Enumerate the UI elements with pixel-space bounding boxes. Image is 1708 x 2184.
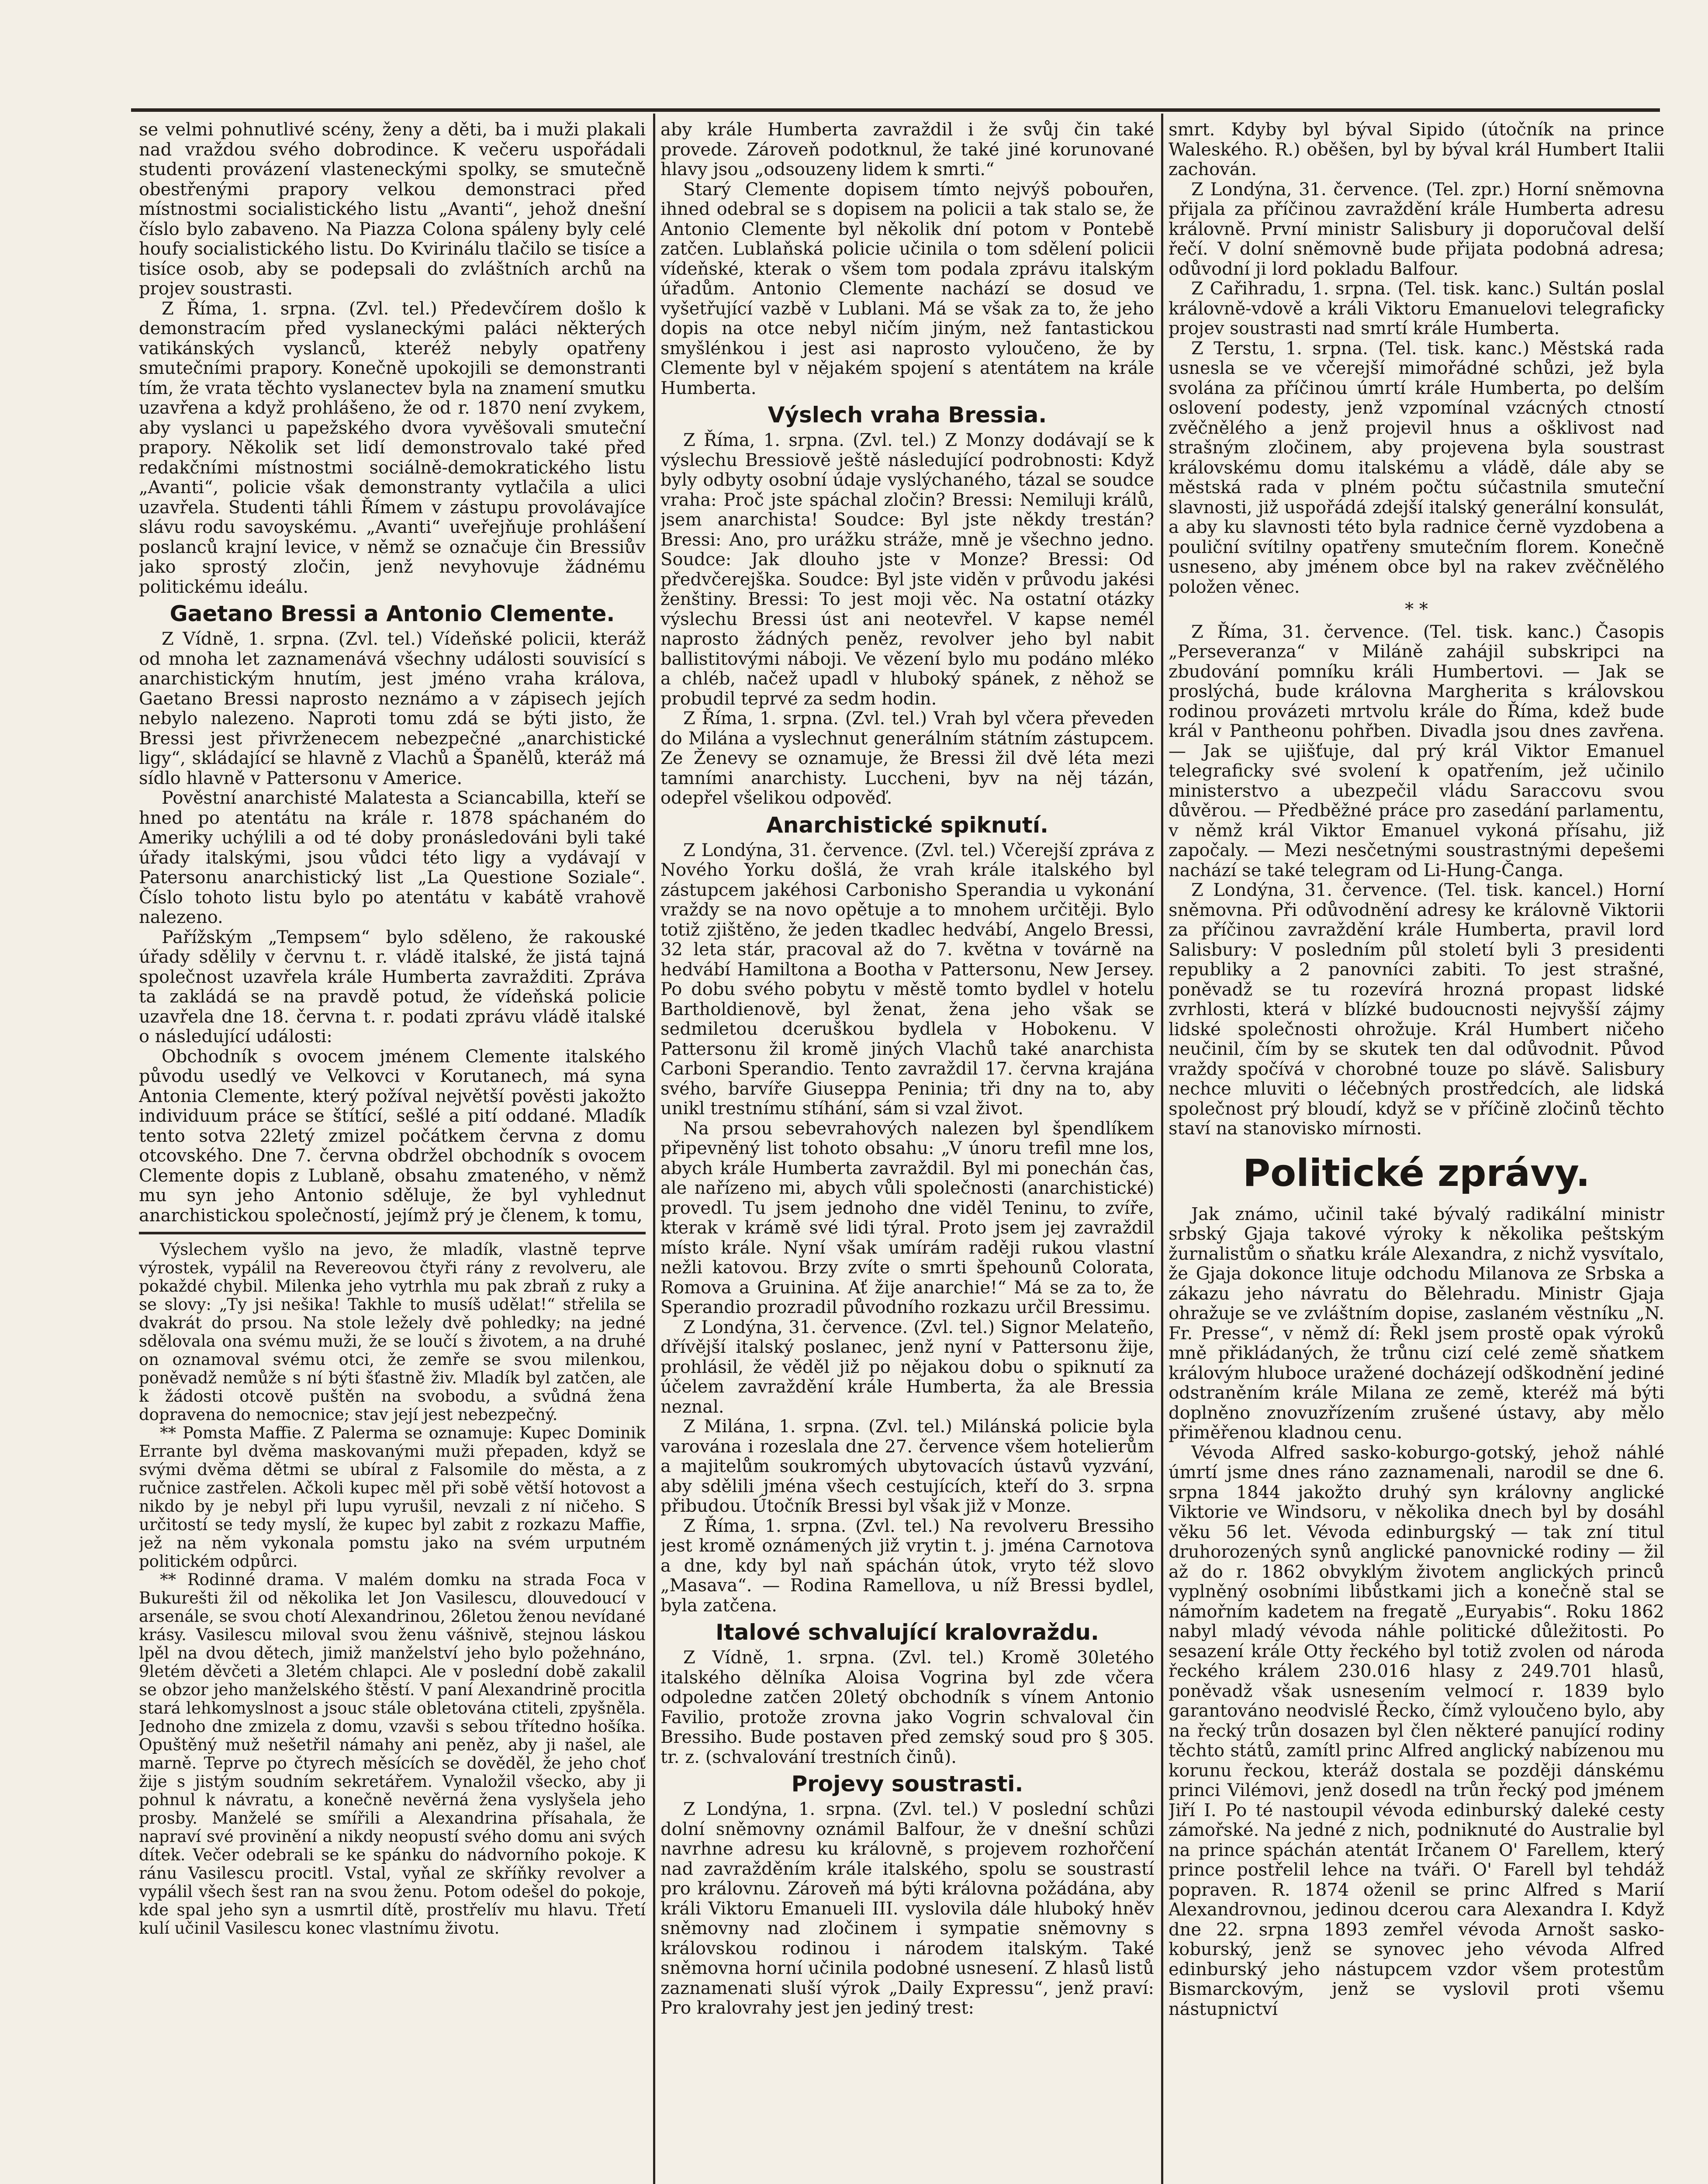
article-paragraph: se velmi pohnutlivé scény, ženy a děti, ba i muži plakali nad vraždou svého dobrodince. K večeru uspořádali studenti provázení vlasteneckými spolky, se smutečně obestřenými prapory velkou demonstraci před místnostmi socialistického listu „Avanti“, jehož dnešní číslo bylo zabaveno. Na Piazza Colona spáleny byly celé houfy socialistického listu. Do Kvirinálu tlačilo se tisíce a tisíce osob, aby se podepsali do zvláštních archů na projev soustrasti. <box>139 120 646 299</box>
article-paragraph: Z Londýna, 31. července. (Zvl. tel.) Signor Melateño, dřívější italský poslanec, jenž nyní v Pattersonu žije, prohlásil, že věděl již po nějakou dobu o spiknutí za účelem zavraždění krále Humberta, ža ale Bressia neznal. <box>660 1317 1154 1417</box>
article-heading: Výslech vraha Bressia. <box>768 402 1047 428</box>
article-paragraph: Z Londýna, 1. srpna. (Zvl. tel.) V poslední schůzi dolní sněmovny oznámil Balfour, že v dnešní schůzi navrhne adresu ku královně, s projevem rozhořčení nad zavražděním krále italského, spolu se soustrastí pro královnu. Zároveň má býti královna požádána, aby králi Viktoru Emanueli III. vyslovila dále hluboký hněv sněmovny nad zločinem i sympatie sněmovny s královskou rodinou i národem italským. Také sněmovna horní učinila podobné usnesení. Z hlasů listů zaznamenati sluší výrok „Daily Expressu“, jenž praví: Pro kralovrahy jest jen jediný trest: <box>660 1799 1154 2018</box>
article-paragraph: Výslechem vyšlo na jevo, že mladík, vlastně teprve výrostek, vypálil na Revereovou čtyři rány z revolveru, ale pokaždé chybil. Milenka jeho vytrhla mu pak zbraň z ruky a se slovy: „Ty jsi nešika! Takhle to musíš udělat!“ střelila se dvakrát do prsou. Na stole ležely dvě pohledky; na jedné sdělovala ona svému muži, že se loučí s životem, a na druhé on oznamoval svému otci, že zemře se svou milenkou, poněvadž nemůže s ní býti šťastně živ. Mladík byl zatčen, ale k žádosti otcově puštěn na svobodu, a svůdná žena dopravena do nemocnice; stav její jest nebezpečný. <box>139 1240 646 1424</box>
article-paragraph: Z Říma, 1. srpna. (Zvl. tel.) Na revolveru Bressiho jest kromě oznámených již vrytin t. j. jména Carnotova a dne, kdy byl naň spáchán útok, vryto též slovo „Masava“. — Rodina Ramellova, u níž Bressi bydlel, byla zatčena. <box>660 1516 1154 1616</box>
article-paragraph: Z Říma, 1. srpna. (Zvl. tel.) Vrah byl včera převeden do Milána a vyslechnut generálním státním zástupcem. Ze Ženevy se oznamuje, že Bressi žil dvě léta mezi tamními anarchisty. Luccheni, byv na něj tázán, odepřel všelikou odpověď. <box>660 708 1154 808</box>
article-heading: Projevy soustrasti. <box>791 1771 1023 1797</box>
article-paragraph: Z Říma, 1. srpna. (Zvl. tel.) Z Monzy dodávají se k výslechu Bressiově ještě následující podrobnosti: Když byly odbyty osobní údaje vyslýchaného, tázal se soudce vraha: Proč jste spáchal zločin? Bressi: Nemiluji králů, jsem anarchista! Soudce: Byl jste někdy trestán? Bressi: Ano, pro urážku stráže, mně je všechno jedno. Soudce: Jak dlouho jste v Monze? Bressi: Od předvčerejška. Soudce: Byl jste viděn v průvodu jakési ženštiny. Bressi: To jest moji věc. Na ostatní otázky výslechu Bressi úst ani neotevřel. V kapse nemél naprosto žádných peněz, revolver jeho byl nabit ballistitovými náboji. Ve vězení bylo mu podáno mléko a chléb, načež upadl v hluboký spánek, z něhož se probudil teprvé za sedm hodin. <box>660 430 1154 709</box>
column-1 <box>139 120 646 2184</box>
column-rule-2 <box>1161 114 1163 2184</box>
article-paragraph: Pařížským „Tempsem“ bylo sděleno, že rakouské úřady sdělily v červnu t. r. vládě italské, že jistá tajná společnost uzavřela krále Humberta zavražditi. Zpráva ta zakládá se na pravdě potud, že vídeňská policie uzavřela dne 18. června t. r. podati zprávu vládě italské o následující události: <box>139 927 646 1047</box>
article-paragraph: smrt. Kdyby byl býval Sipido (útočník na prince Waleského. R.) oběšen, byl by býval král Humbert Italii zachován. <box>1169 120 1664 180</box>
article-paragraph: Z Vídně, 1. srpna. (Zvl. tel.) Kromě 30letého italského dělníka Aloisa Vogrina byl zde včera odpoledne zatčen 20letý obchodník s vínem Antonio Favilio, protože zrovna jako Vogrin schvaloval čin Bressiho. Bude postaven před zemský soud pro § 305. tr. z. (schvalování trestních činů). <box>660 1648 1154 1767</box>
article-paragraph: Z Milána, 1. srpna. (Zvl. tel.) Milánská policie byla varována i rozeslala dne 27. července všem hotelierům a majitelům soukromých ubytovacích ústavů vyzvání, aby sdělili jména všech cestujících, kteří do 3. srpna přibudou. Útočník Bressi byl však již v Monze. <box>660 1417 1154 1516</box>
article-paragraph: Z Vídně, 1. srpna. (Zvl. tel.) Vídeňské policii, kteráž od mnoha let zaznamenává všechny události souvisící s anarchistickým hnutím, jest jméno vraha králova, Gaetano Bressi naprosto neznámo a v zápisech jejích nebylo nalezeno. Naproti tomu zdá se býti jisto, že Bressi jest přivrženecem nebezpečné „anarchistické ligy“, skládající se hlavně z Vlachů a Španělů, kteráž má sídlo hlavně v Pattersonu v Americe. <box>139 629 646 788</box>
article-paragraph: Z Říma, 1. srpna. (Zvl. tel.) Předevčírem došlo k demonstracím před vyslaneckými paláci některých vatikánských vyslanců, kteréž nebyly opatřeny smutečními prapory. Konečně upokojili se demonstranti tím, že vrata těchto vyslanectev byla na znamení smutku uzavřena a když prohlášeno, že od r. 1870 není zvykem, aby vyslanci u papežského dvora vyvěšovali smuteční prapory. Několik set lidí demonstrovalo také před redakčními místnostmi sociálně-demokratického listu „Avanti“, policie však demonstranty vytlačila a ulici uzavřela. Studenti táhli Římem v zástupu provolávajíce slávu rodu savoyskému. „Avanti“ uveřejňuje prohlášení poslanců krajní levice, v němž se označuje čin Bressiův jako sprostý zločin, jenž nevyhovuje žádnému politickému ideálu. <box>139 298 646 597</box>
feuilleton-section <box>139 1241 646 1938</box>
article-paragraph: Z Londýna, 31. července. (Tel. tisk. kancel.) Horní sněmovna. Při odůvodnění adresy ke královně Viktorii za příčinou zavraždění krále Humberta, pravil lord Salisbury: V posledním půl století byli 3 presidenti republiky a 2 panovníci zabiti. To jest strašné, poněvadž se tu rozevírá hrozná propast lidské zvrhlosti, která v blízké budoucnosti nejvyšší zájmy lidské společnosti ohrožuje. Král Humbert ničeho neučinil, čím by se skutek ten dal odůvodnit. Původ vraždy spočívá v chorobné touze po slávě. Salisbury nechce mluviti o léčebných prostředcích, ale lidská společnost prý bloudí, když se v příčině zločinů těchto staví na stanovisko mírnosti. <box>1169 880 1664 1139</box>
article-paragraph: Pověstní anarchisté Malatesta a Sciancabilla, kteří se hned po atentátu na krále r. 1878 spáchaném do Ameriky uchýlili a od té doby pronásledováni byli také úřady italskými, jsou vůdci této ligy a vydávají v Patersonu anarchistický list „La Questione Soziale“. Číslo tohoto listu bylo po atentátu v kabátě vrahově nalezeno. <box>139 788 646 927</box>
article-heading: Gaetano Bressi a Antonio Clemente. <box>169 601 615 626</box>
article-paragraph: Starý Clemente dopisem tímto nejvýš pobouřen, ihned odebral se s dopisem na policii a tak stalo se, že Antonio Clemente byl několik dní potom v Pontebě zatčen. Lublaňská policie učinila o tom sdělení policii vídeňské, kterak o všem tom podala zprávu italským úřadům. Antonio Clemente nachází se dosud ve vyšetřující vazbě v Lublani. Má se však za to, že jeho dopis na otce nebyl ničím jiným, než fantastickou smyšlénkou i jest asi naprosto vyloučeno, že by Clemente byl v nějakém spojení s atentátem na krále Humberta. <box>660 179 1154 398</box>
article-paragraph: Z Londýna, 31. července. (Tel. zpr.) Horní sněmovna přijala za příčinou zavraždění krále Humberta adresu královně. První ministr Salisbury ji doporučoval delší řečí. V dolní sněmovně bude přijata podobná adresa; odůvodní ji lord pokladu Balfour. <box>1169 179 1664 279</box>
article-heading: Anarchistické spiknutí. <box>766 812 1048 838</box>
article-heading: Italové schvalující kralovraždu. <box>716 1620 1099 1645</box>
article-paragraph: Jak známo, učinil také bývalý radikální ministr srbský Gjaja takové výroky k několika peštským žurnalistům o sňatku krále Alexandra, z nichž vysvítalo, že Gjaja dokonce lituje odchodu Milanova ze Srbska a zákazu jeho návratu do Bělehradu. Ministr Gjaja ohražuje se ve zvláštním dopise, zaslaném věstníku „N. Fr. Presse“, v němž dí: Řekl jsem prostě opak výroků mně přikládaných, že trůnu cizí celé země sňatkem královým hluboce uražené docházejí odškodnění jediné odstraněním krále Milana ze země, kteréž má býti doplněno znovuzřízením zrušené ústavy, aby mělo přiměřenou kladnou cenu. <box>1169 1204 1664 1443</box>
article-paragraph: Z Cařihradu, 1. srpna. (Tel. tisk. kanc.) Sultán poslal královně-vdově a králi Viktoru Emanuelovi telegraficky projev soustrasti nad smrtí krále Humberta. <box>1169 279 1664 339</box>
section-heading: Politické zprávy. <box>1243 1151 1590 1195</box>
top-rule <box>131 108 1660 112</box>
column-rule-1 <box>653 114 655 2184</box>
article-paragraph: aby krále Humberta zavraždil i že svůj čin také provede. Zároveň podotknul, že také jiné korunované hlavy jsou „odsouzeny lidem k smrti.“ <box>660 120 1154 180</box>
article-paragraph: ** Pomsta Maffie. Z Palerma se oznamuje: Kupec Dominik Errante byl dvěma maskovanými muži přepaden, když se svými dvěma dětmi se ubíral z Falsomile do města, a z ručnice zastřelen. Ačkoli kupec měl při sobě větší hotovost a nikdo by je nebyl při lupu vyrušil, nevzali z ní ničeho. S určitostí se tedy myslí, že kupec byl zabit z rozkazu Maffie, jež na něm vykonala pomstu jako na svém urputném politickém odpůrci. <box>139 1424 646 1571</box>
article-paragraph: Z Terstu, 1. srpna. (Tel. tisk. kanc.) Městská rada usnesla se ve včerejší mimořádné schůzi, jež byla svolána za příčinou úmrtí krále Humberta, po delším oslovení podesty, jenž vzpomínal vzácných ctností zvěčnělého a jenž projevil hnus a ošklivost nad strašným zločinem, aby projevena byla soustrast královskému domu italskému a vládě, dále aby se městská rada v plném počtu súčastnila smuteční slavnosti, již uspořádá zdejší italský generální konsulát, a aby ku slavnosti této byla radnice černě vyzdobena a pouliční svítilny opatřeny smutečním florem. Konečně usneseno, aby jménem obce byl na rakev zvěčnělého položen věnec. <box>1169 338 1664 597</box>
section-stars: * * <box>1405 599 1428 619</box>
column-3 <box>1169 120 1664 2184</box>
article-paragraph: Vévoda Alfred sasko-koburgo-gotský, jehož náhlé úmrtí jsme dnes ráno zaznamenali, narodil se dne 6. srpna 1844 jakožto druhý syn královny anglické Viktorie ve Windsoru, v několika dnech byl by dosáhl věku 56 let. Vévoda edinburgský — tak zní titul druhorozených synů anglické panovnické rodiny — žil až do r. 1862 obvyklým životem anglických princů vyplněný osobními libůstkami jich a konečně stal se námořním kadetem na fregatě „Euryabis“. Roku 1862 nabyl mladý vévoda náhle politické důležitosti. Po sesazení krále Otty řeckého byl totiž zvolen od národa řeckého králem 230.016 hlasy z 249.701 hlasů, poněvadž však usnesením velmocí r. 1839 bylo garantováno neodvislé Řecko, čímž vyloučeno bylo, aby na řecký trůn dosazen byl člen některé panující rodiny těchto států, zamítl princ Alfred anglický nabízenou mu korunu řeckou, kteráž dostala se později dánskému princi Vilémovi, jenž dosedl na trůn řecký pod jménem Jiří I. Po té nastoupil vévoda edinburský daleké cesty zámořské. Na jedné z nich, podniknuté do Australie byl na prince spáchán atentát Irčanem O' Farellem, který prince postřelil lehce na tváři. O' Farell byl tehdáž popraven. R. 1874 oženil se princ Alfred s Marií Alexandrovnou, jedinou dcerou cara Alexandra I. Když dne 22. srpna 1893 zemřel vévoda Arnošt sasko-koburský, jenž se synovec jeho vévoda Alfred edinburský jeho nástupcem vzdor všem protestům Bismarckovým, jenž se vyslovil proti všemu nástupnictví <box>1169 1442 1664 2019</box>
column-2 <box>660 120 1154 2184</box>
section-divider <box>139 1232 646 1234</box>
article-paragraph: Z Říma, 31. července. (Tel. tisk. kanc.) Časopis „Perseveranza“ v Miláně zahájil subskripci na zbudování pomníku králi Humbertovi. — Jak se proslýchá, bude královna Margherita s královskou rodinou provázeti mrtvolu krále do Říma, kdež bude král v Pantheonu pohřben. Divadla jsou dnes zavřena. — Jak se ujišťuje, dal prý král Viktor Emanuel telegraficky své svolení k opatřením, jež učinilo ministerstvo a ubezpečil vládu Saraccovu svou důvěrou. — Předběžné práce pro zasedání parlamentu, v němž král Viktor Emanuel vykoná přísahu, již započaly. — Mezi nesčetnými soustrastnými depešemi nachází se také telegram od Li-Hung-Čanga. <box>1169 622 1664 881</box>
article-paragraph: Na prsou sebevrahových nalezen byl špendlíkem připevněný list tohoto obsahu: „V únoru trefil mne los, abych krále Humberta zavraždil. Byl mi ponechán čas, ale nařízeno mi, abych vůli společnosti (anarchistické) provedl. Tu jsem jednoho dne viděl Teninu, to zvíře, kterak v krámě své lidi týral. Proto jsem jej zavraždil místo krále. Nyní však umírám raději rukou vlastní nežli katovou. Brzy zvíte o smrti špehounů Colorata, Romova a Gruinina. Ať žije anarchie!“ Má se za to, že Sperandio prozradil původního rozkazu určil Bressimu. <box>660 1118 1154 1317</box>
article-paragraph: Obchodník s ovocem jménem Clemente italského původu usedlý ve Velkovci v Korutanech, má syna Antonia Clemente, který požíval největší pověsti jakožto individuum práce se štítící, sešlé a pití oddané. Mladík tento sotva 22letý zmizel počátkem června z domu otcovského. Dne 7. června obdržel obchodník s ovocem Clemente dopis z Lublaně, obsahu zmateného, v němž mu syn jeho Antonio sděluje, že byl vyhlednut anarchistickou společností, jejímž prý je členem, k tomu, <box>139 1046 646 1226</box>
article-paragraph: ** Rodinné drama. V malém domku na strada Foca v Bukurešti žil od několika let Jon Vasilescu, dlouvedoucí v arsenále, se svou chotí Alexandrinou, 26letou ženou nevídané krásy. Vasilescu miloval svou ženu vášnivě, stejnou láskou lpěl na dvou dětech, jimiž manželství jeho bylo požehnáno, 9letém děvčeti a 3letém chlapci. Ale v poslední době zakalil se obzor jeho manželského štěstí. V paní Alexandrině procitla stará lehkomyslnost a jsouc stále obletována ctiteli, zpyšněla. Jednoho dne zmizela z domu, vzavši s sebou třítedno hošíka. Opuštěný muž nešetřil námahy ani peněz, aby ji našel, ale marně. Teprve po čtyrech měsících se dověděl, že jeho choť žije s jistým soudním sekretářem. Vynaložil všecko, aby ji pohnul k návratu, a konečně nevěrná žena vyslyšela jeho prosby. Manželé se smířili a Alexandrina přísahala, že napraví své provinění a nikdy neopustí svého domu ani svých dítek. Večer odebrali se ke spánku do nádvorního pokoje. K ránu Vasilescu procitl. Vstal, vyňal ze skříňky revolver a vypálil všech šest ran na svou ženu. Potom odešel do pokoje, kde spal jeho syn a usmrtil dítě, prostřelív mu hlavu. Třetí kulí učinil Vasilescu konec vlastnímu životu. <box>139 1570 646 1938</box>
article-paragraph: Z Londýna, 31. července. (Zvl. tel.) Včerejší zpráva z Nového Yorku došlá, že vrah krále italského byl zástupcem jakéhosi Carbonisho Sperandia u vykonání vraždy se na novo opětuje a to mnohem určitěji. Bylo totiž zjištěno, že jeden tkadlec hedvábí, Angelo Bressi, 32 leta stár, pracoval až do 7. května v továrně na hedvábí Hamiltona a Bootha v Pattersonu, New Jersey. Po dobu svého pobytu v městě tomto bydlel v hotelu Bartholdienově, byl ženat, žena jeho však se sedmiletou dceruškou bydlela v Hobokenu. V Pattersonu žil kromě jiných Vlachů také anarchista Carboni Sperandio. Tento zavraždil 17. června krajána svého, barvíře Giuseppa Peninia; tři dny na to, aby unikl trestnímu stíhání, sám si vzal život. <box>660 840 1154 1119</box>
